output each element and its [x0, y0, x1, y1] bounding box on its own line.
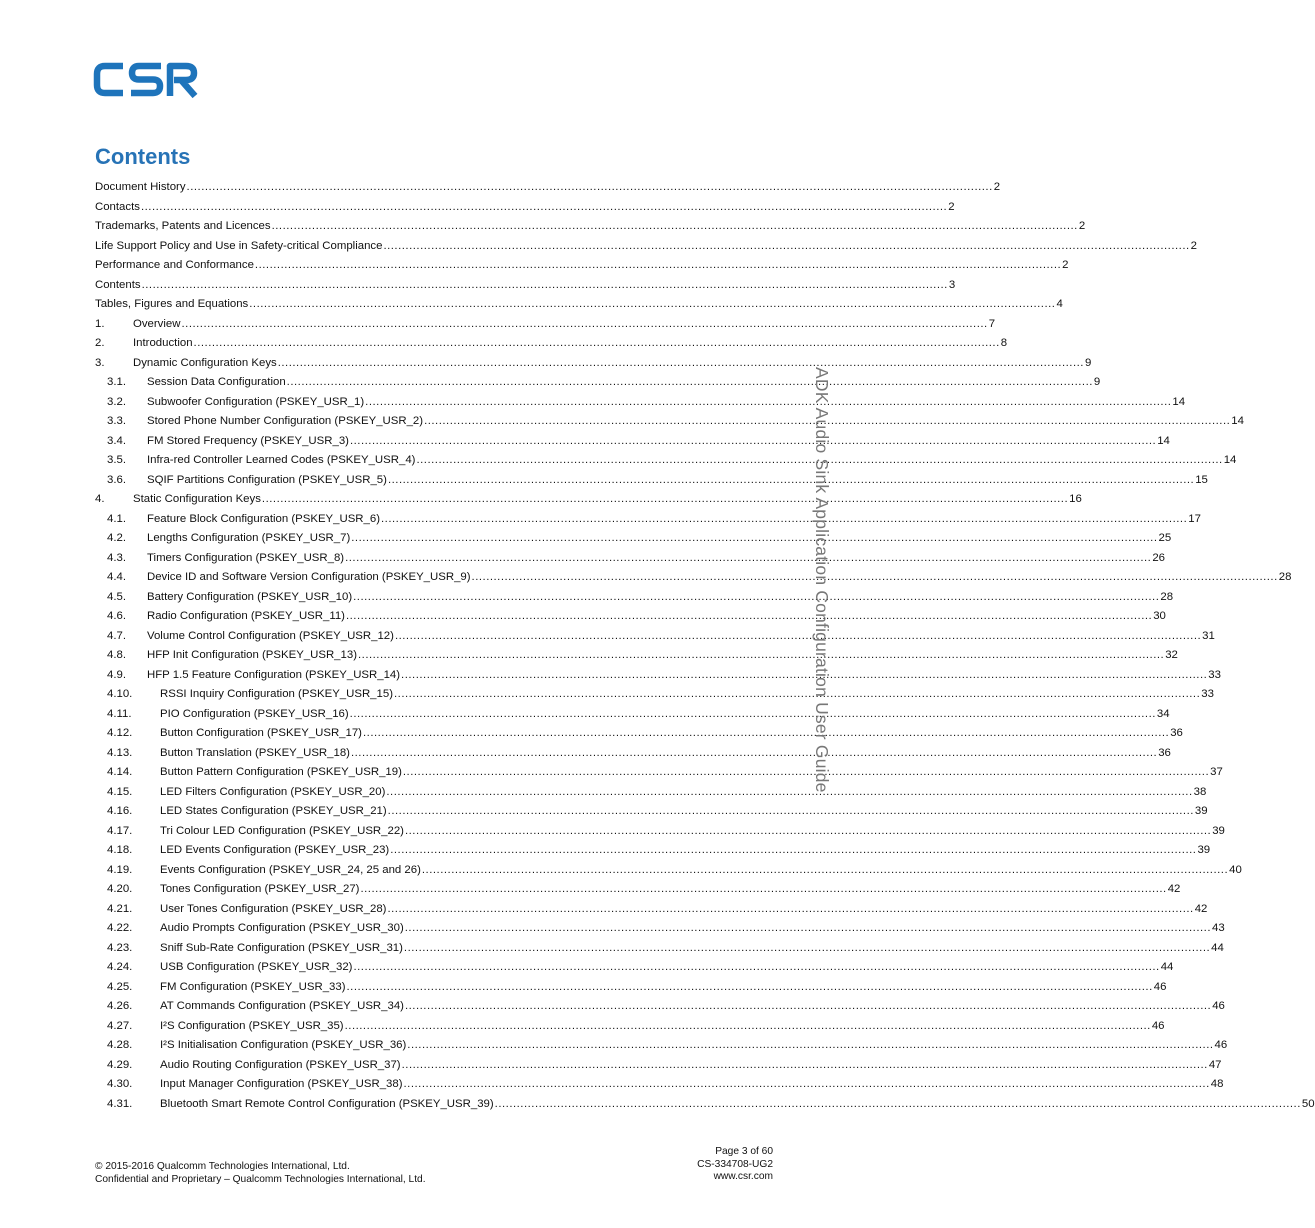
- toc-entry[interactable]: [95, 861, 1242, 881]
- toc-entry-title: Infra-red Controller Learned Codes (PSKEY_USR_4): [147, 451, 416, 471]
- footer-copyright: © 2015-2016 Qualcomm Technologies International, Ltd.: [95, 1161, 350, 1172]
- toc-leader-dots: ............................................................................................................................................................................................................................: [344, 1019, 1151, 1032]
- toc-entry-number: 4.13.: [107, 746, 133, 759]
- toc-entry[interactable]: [95, 802, 1208, 822]
- toc-leader-dots: ............................................................................................................................................................................................................................: [394, 629, 1202, 642]
- toc-entry-page: 8: [1000, 337, 1008, 349]
- toc-entry[interactable]: [95, 393, 1186, 413]
- toc-entry[interactable]: [95, 412, 1244, 432]
- toc-entry-number: 4.16.: [107, 805, 133, 817]
- toc-entry[interactable]: [95, 1095, 1315, 1115]
- toc-leader-dots: ............................................................................................................................................................................................................................: [401, 668, 1208, 681]
- toc-entry-number: 4.3.: [107, 551, 126, 564]
- toc-leader-dots: ............................................................................................................................................................................................................................: [254, 259, 1062, 271]
- toc-leader-dots: ............................................................................................................................................................................................................................: [404, 1000, 1212, 1012]
- toc-entry-page: 15: [1195, 473, 1208, 486]
- toc-entry-number: 4.8.: [107, 649, 126, 661]
- toc-entry[interactable]: [95, 763, 1223, 783]
- toc-entry[interactable]: [95, 549, 1165, 569]
- toc-entry[interactable]: [95, 744, 1171, 764]
- toc-entry-title: Audio Prompts Configuration (PSKEY_USR_30): [160, 919, 405, 939]
- toc-entry-number: 2.: [95, 337, 105, 349]
- toc-entry-number: 4.6.: [107, 610, 126, 622]
- toc-leader-dots: ............................................................................................................................................................................................................................: [141, 278, 948, 291]
- toc-entry-number: 4.5.: [107, 590, 126, 603]
- toc-leader-dots: ............................................................................................................................................................................................................................: [386, 785, 1193, 798]
- toc-entry-page: 37: [1210, 766, 1223, 778]
- toc-entry-page: 34: [1156, 707, 1170, 720]
- toc-entry-number: 4.30.: [107, 1078, 133, 1090]
- toc-leader-dots: ............................................................................................................................................................................................................................: [387, 902, 1194, 915]
- toc-leader-dots: ............................................................................................................................................................................................................................: [193, 337, 1000, 349]
- toc-entry-page: 42: [1167, 883, 1181, 895]
- toc-entry-page: 14: [1157, 434, 1170, 447]
- toc-entry-title: Document History: [95, 178, 187, 198]
- toc-leader-dots: ............................................................................................................................................................................................................................: [271, 220, 1078, 232]
- toc-leader-dots: ............................................................................................................................................................................................................................: [387, 805, 1194, 817]
- toc-entry-number: 3.: [95, 356, 105, 369]
- toc-entry-number: 4.23.: [107, 941, 133, 954]
- toc-entry[interactable]: [95, 958, 1174, 978]
- toc-entry-title: Events Configuration (PSKEY_USR_24, 25 and 26): [160, 861, 422, 881]
- toc-entry[interactable]: [95, 510, 1201, 530]
- toc-entry[interactable]: [95, 919, 1225, 939]
- toc-entry-title: Subwoofer Configuration (PSKEY_USR_1): [147, 393, 365, 413]
- toc-entry-number: 4.18.: [107, 844, 133, 856]
- toc-entry-page: 9: [1093, 376, 1101, 388]
- toc-entry[interactable]: [95, 432, 1170, 452]
- side-running-title: [812, 367, 836, 857]
- toc-entry-page: 17: [1188, 512, 1201, 525]
- toc-leader-dots: ............................................................................................................................................................................................................................: [249, 298, 1056, 310]
- toc-leader-dots: ............................................................................................................................................................................................................................: [181, 317, 988, 330]
- toc-entry[interactable]: [95, 568, 1292, 588]
- toc-entry-number: 4.27.: [107, 1019, 133, 1032]
- toc-entry-number: 4.26.: [107, 1000, 133, 1012]
- toc-entry-title: Life Support Policy and Use in Safety-critical Compliance: [95, 237, 383, 257]
- toc-entry-title: Button Pattern Configuration (PSKEY_USR_19): [160, 763, 403, 783]
- toc-entry-page: 46: [1212, 1000, 1225, 1012]
- toc-entry-number: 1.: [95, 317, 105, 330]
- toc-entry-page: 44: [1211, 941, 1224, 954]
- toc-entry[interactable]: [95, 997, 1225, 1017]
- toc-entry-title: Button Translation (PSKEY_USR_18): [160, 744, 351, 764]
- toc-entry-title: Dynamic Configuration Keys: [133, 354, 278, 374]
- toc-entry[interactable]: [95, 1075, 1224, 1095]
- toc-leader-dots: ............................................................................................................................................................................................................................: [349, 434, 1157, 447]
- toc-entry-title: PIO Configuration (PSKEY_USR_16): [160, 705, 350, 725]
- toc-entry-page: 16: [1069, 493, 1082, 505]
- toc-entry-number: 4.17.: [107, 824, 133, 837]
- toc-leader-dots: ............................................................................................................................................................................................................................: [350, 746, 1158, 759]
- toc-entry-page: 38: [1193, 785, 1207, 798]
- toc-entry[interactable]: [95, 276, 956, 296]
- toc-leader-dots: ............................................................................................................................................................................................................................: [401, 1058, 1208, 1071]
- toc-entry-page: 14: [1231, 415, 1244, 427]
- toc-entry-page: 28: [1160, 590, 1174, 603]
- toc-entry-page: 2: [993, 181, 1001, 193]
- toc-entry-page: 26: [1152, 551, 1165, 564]
- toc-entry-page: 2: [1078, 220, 1086, 232]
- toc-entry-number: 4.22.: [107, 922, 133, 934]
- toc-entry[interactable]: [95, 178, 1001, 198]
- toc-entry-number: 3.6.: [107, 473, 126, 486]
- toc-entry-title: Tables, Figures and Equations: [95, 295, 249, 315]
- toc-entry[interactable]: [95, 978, 1167, 998]
- toc-entry-title: Tri Colour LED Configuration (PSKEY_USR_22): [160, 822, 405, 842]
- toc-entry-number: 4.: [95, 493, 105, 505]
- toc-entry[interactable]: [95, 900, 1208, 920]
- toc-entry[interactable]: [95, 646, 1178, 666]
- toc-entry[interactable]: [95, 666, 1221, 686]
- toc-leader-dots: ............................................................................................................................................................................................................................: [403, 1078, 1210, 1090]
- toc-entry-title: I²S Configuration (PSKEY_USR_35): [160, 1017, 345, 1037]
- toc-entry-title: AT Commands Configuration (PSKEY_USR_34): [160, 997, 405, 1017]
- toc-entry[interactable]: [95, 354, 1092, 374]
- toc-leader-dots: ............................................................................................................................................................................................................................: [345, 610, 1153, 622]
- toc-entry-title: Stored Phone Number Configuration (PSKEY_USR_2): [147, 412, 424, 432]
- toc-entry-page: 44: [1160, 961, 1174, 973]
- toc-entry-title: Session Data Configuration: [147, 373, 287, 393]
- toc-entry-page: 3: [948, 278, 956, 291]
- toc-entry-page: 14: [1223, 454, 1237, 466]
- toc-entry[interactable]: [95, 588, 1174, 608]
- toc-entry[interactable]: [95, 217, 1086, 237]
- toc-entry-number: 4.19.: [107, 863, 133, 876]
- toc-entry-number: 3.2.: [107, 395, 126, 408]
- toc-entry-title: RSSI Inquiry Configuration (PSKEY_USR_15): [160, 685, 394, 705]
- toc-leader-dots: ............................................................................................................................................................................................................................: [346, 980, 1153, 993]
- toc-leader-dots: ............................................................................................................................................................................................................................: [404, 922, 1211, 934]
- toc-entry-page: 46: [1214, 1039, 1228, 1051]
- footer-confidential: Confidential and Proprietary – Qualcomm Technologies International, Ltd.: [95, 1173, 426, 1185]
- footer-document-id: CS-334708-UG2: [697, 1158, 773, 1170]
- toc-entry-number: 3.1.: [107, 376, 126, 388]
- toc-entry-number: 4.4.: [107, 571, 126, 583]
- toc-entry-title: Contacts: [95, 198, 141, 218]
- toc-entry-title: HFP 1.5 Feature Configuration (PSKEY_USR_14): [147, 666, 401, 686]
- toc-leader-dots: ............................................................................................................................................................................................................................: [353, 590, 1160, 603]
- toc-entry-page: 48: [1210, 1078, 1224, 1090]
- toc-entry-title: Bluetooth Smart Remote Control Configuration (PSKEY_USR_39): [160, 1095, 495, 1115]
- toc-leader-dots: ............................................................................................................................................................................................................................: [383, 239, 1190, 252]
- toc-leader-dots: ............................................................................................................................................................................................................................: [387, 473, 1195, 486]
- footer-legal: [95, 1161, 426, 1186]
- toc-entry[interactable]: [95, 685, 1214, 705]
- toc-leader-dots: ............................................................................................................................................................................................................................: [357, 649, 1165, 661]
- toc-entry[interactable]: [95, 627, 1215, 647]
- toc-entry-page: 50: [1301, 1097, 1315, 1110]
- toc-entry[interactable]: [95, 529, 1172, 549]
- toc-entry[interactable]: [95, 198, 955, 218]
- toc-entry-page: 25: [1158, 532, 1172, 544]
- toc-entry-title: Radio Configuration (PSKEY_USR_11): [147, 607, 346, 627]
- toc-entry-title: Sniff Sub-Rate Configuration (PSKEY_USR_31): [160, 939, 404, 959]
- toc-entry-title: Overview: [133, 315, 181, 335]
- toc-leader-dots: ............................................................................................................................................................................................................................: [404, 824, 1212, 837]
- toc-leader-dots: ............................................................................................................................................................................................................................: [471, 571, 1278, 583]
- toc-entry-page: 42: [1194, 902, 1208, 915]
- toc-entry-number: 4.12.: [107, 727, 133, 739]
- toc-entry-page: 47: [1208, 1058, 1222, 1071]
- toc-entry[interactable]: [95, 939, 1224, 959]
- toc-entry[interactable]: [95, 1056, 1222, 1076]
- toc-entry[interactable]: [95, 1036, 1228, 1056]
- toc-entry-page: 43: [1212, 922, 1225, 934]
- toc-entry-title: SQIF Partitions Configuration (PSKEY_USR_5): [147, 471, 388, 491]
- toc-entry-number: 4.10.: [107, 688, 133, 700]
- toc-entry[interactable]: [95, 471, 1208, 491]
- toc-entry-page: 33: [1201, 688, 1214, 700]
- toc-leader-dots: ............................................................................................................................................................................................................................: [349, 707, 1156, 720]
- toc-entry-title: User Tones Configuration (PSKEY_USR_28): [160, 900, 387, 920]
- toc-entry-title: Tones Configuration (PSKEY_USR_27): [160, 880, 360, 900]
- side-title-text: ADK Audio Sink Application Configuration User Guide: [812, 367, 832, 793]
- toc-entry-page: 46: [1153, 980, 1167, 993]
- toc-entry[interactable]: [95, 490, 1082, 510]
- toc-entry-number: 4.31.: [107, 1097, 133, 1110]
- toc-entry[interactable]: [95, 334, 1008, 354]
- toc-leader-dots: ............................................................................................................................................................................................................................: [286, 376, 1093, 388]
- toc-entry-number: 4.28.: [107, 1039, 133, 1051]
- toc-entry-number: 4.20.: [107, 883, 133, 895]
- toc-leader-dots: ............................................................................................................................................................................................................................: [353, 961, 1160, 973]
- toc-entry[interactable]: [95, 783, 1207, 803]
- toc-entry-page: 2: [1190, 239, 1198, 252]
- toc-entry[interactable]: [95, 315, 996, 335]
- toc-leader-dots: ............................................................................................................................................................................................................................: [345, 551, 1152, 564]
- toc-leader-dots: ............................................................................................................................................................................................................................: [381, 512, 1188, 525]
- toc-entry-page: 14: [1172, 395, 1186, 408]
- toc-entry-title: Performance and Conformance: [95, 256, 255, 276]
- toc-leader-dots: ............................................................................................................................................................................................................................: [362, 727, 1170, 739]
- toc-entry-page: 31: [1202, 629, 1215, 642]
- toc-leader-dots: ............................................................................................................................................................................................................................: [402, 766, 1210, 778]
- toc-leader-dots: ............................................................................................................................................................................................................................: [416, 454, 1223, 466]
- toc-entry-title: Feature Block Configuration (PSKEY_USR_6): [147, 510, 381, 530]
- toc-entry-title: LED Filters Configuration (PSKEY_USR_20): [160, 783, 386, 803]
- toc-entry-page: 9: [1084, 356, 1092, 369]
- toc-entry-title: LED States Configuration (PSKEY_USR_21): [160, 802, 388, 822]
- toc-leader-dots: ............................................................................................................................................................................................................................: [186, 181, 993, 193]
- toc-entry-number: 4.11.: [107, 707, 132, 720]
- toc-entry[interactable]: [95, 880, 1181, 900]
- toc-leader-dots: ............................................................................................................................................................................................................................: [360, 883, 1167, 895]
- toc-leader-dots: ............................................................................................................................................................................................................................: [494, 1097, 1301, 1110]
- toc-entry-number: 4.9.: [107, 668, 126, 681]
- page-title: Contents: [95, 144, 191, 169]
- toc-entry-page: 28: [1278, 571, 1292, 583]
- toc-entry-title: USB Configuration (PSKEY_USR_32): [160, 958, 353, 978]
- toc-entry-title: LED Events Configuration (PSKEY_USR_23): [160, 841, 390, 861]
- toc-entry-page: 46: [1151, 1019, 1165, 1032]
- toc-leader-dots: ............................................................................................................................................................................................................................: [351, 532, 1158, 544]
- toc-entry-page: 36: [1170, 727, 1183, 739]
- toc-leader-dots: ............................................................................................................................................................................................................................: [365, 395, 1172, 408]
- footer-website: www.csr.com: [713, 1171, 773, 1182]
- toc-leader-dots: ............................................................................................................................................................................................................................: [277, 356, 1084, 369]
- toc-leader-dots: ............................................................................................................................................................................................................................: [261, 493, 1069, 505]
- toc-entry[interactable]: [95, 607, 1166, 627]
- toc-leader-dots: ............................................................................................................................................................................................................................: [421, 863, 1229, 876]
- toc-entry-title: Timers Configuration (PSKEY_USR_8): [147, 549, 345, 569]
- toc-entry-title: Introduction: [133, 334, 194, 354]
- toc-entry-page: 40: [1229, 863, 1242, 876]
- toc-entry-page: 36: [1158, 746, 1171, 759]
- toc-entry[interactable]: [95, 295, 1063, 315]
- toc-entry-number: 4.21.: [107, 902, 133, 915]
- footer-doc-info: [697, 1146, 773, 1184]
- toc-entry[interactable]: [95, 237, 1198, 257]
- footer-page-number: Page 3 of 60: [715, 1146, 773, 1157]
- toc-entry-number: 3.3.: [107, 415, 126, 427]
- toc-entry[interactable]: [95, 256, 1069, 276]
- toc-entry-number: 4.14.: [107, 766, 133, 778]
- toc-entry-title: Audio Routing Configuration (PSKEY_USR_37): [160, 1056, 402, 1076]
- toc-leader-dots: ............................................................................................................................................................................................................................: [390, 844, 1197, 856]
- toc-leader-dots: ............................................................................................................................................................................................................................: [403, 941, 1211, 954]
- toc-entry-number: 4.25.: [107, 980, 133, 993]
- toc-entry-number: 3.5.: [107, 454, 126, 466]
- toc-entry-number: 4.24.: [107, 961, 133, 973]
- toc-entry-number: 4.1.: [107, 512, 126, 525]
- toc-entry[interactable]: [95, 1017, 1165, 1037]
- toc-entry-page: 7: [988, 317, 996, 330]
- toc-entry-number: 4.2.: [107, 532, 126, 544]
- toc-entry[interactable]: [95, 451, 1237, 471]
- toc-entry-title: HFP Init Configuration (PSKEY_USR_13): [147, 646, 358, 666]
- toc-entry-title: Contents: [95, 276, 142, 296]
- toc-entry[interactable]: [95, 822, 1225, 842]
- toc-entry-page: 39: [1197, 844, 1211, 856]
- toc-entry-title: Device ID and Software Version Configuration (PSKEY_USR_9): [147, 568, 472, 588]
- toc-entry-number: 3.4.: [107, 434, 126, 447]
- toc-entry-page: 2: [948, 200, 955, 213]
- toc-entry-title: Input Manager Configuration (PSKEY_USR_38): [160, 1075, 404, 1095]
- toc-entry-title: Battery Configuration (PSKEY_USR_10): [147, 588, 353, 608]
- toc-entry-title: FM Stored Frequency (PSKEY_USR_3): [147, 432, 350, 452]
- toc-entry-number: 4.7.: [107, 629, 126, 642]
- toc-entry-number: 4.15.: [107, 785, 133, 798]
- toc-entry-page: 33: [1208, 668, 1221, 681]
- toc-leader-dots: ............................................................................................................................................................................................................................: [424, 415, 1231, 427]
- toc-entry-title: Button Configuration (PSKEY_USR_17): [160, 724, 363, 744]
- toc-entry-page: 4: [1056, 298, 1063, 310]
- toc-entry-page: 30: [1153, 610, 1166, 622]
- toc-entry-title: Trademarks, Patents and Licences: [95, 217, 272, 237]
- toc-entry-page: 39: [1194, 805, 1208, 817]
- toc-entry[interactable]: [95, 724, 1183, 744]
- toc-entry-title: FM Configuration (PSKEY_USR_33): [160, 978, 347, 998]
- toc-entry-number: 4.29.: [107, 1058, 133, 1071]
- toc-leader-dots: ............................................................................................................................................................................................................................: [140, 200, 948, 213]
- toc-entry-page: 39: [1212, 824, 1225, 837]
- toc-entry-page: 32: [1165, 649, 1178, 661]
- toc-entry-title: Static Configuration Keys: [133, 490, 262, 510]
- toc-leader-dots: ............................................................................................................................................................................................................................: [407, 1039, 1214, 1051]
- toc-leader-dots: ............................................................................................................................................................................................................................: [394, 688, 1201, 700]
- toc-entry-page: 2: [1062, 259, 1069, 271]
- toc-entry-title: Lengths Configuration (PSKEY_USR_7): [147, 529, 351, 549]
- csr-logo: [93, 60, 203, 100]
- toc-entry-title: Volume Control Configuration (PSKEY_USR_12): [147, 627, 395, 647]
- toc-entry[interactable]: [95, 373, 1101, 393]
- toc-entry[interactable]: [95, 705, 1170, 725]
- toc-entry-title: I²S Initialisation Configuration (PSKEY_USR_36): [160, 1036, 407, 1056]
- toc-entry[interactable]: [95, 841, 1211, 861]
